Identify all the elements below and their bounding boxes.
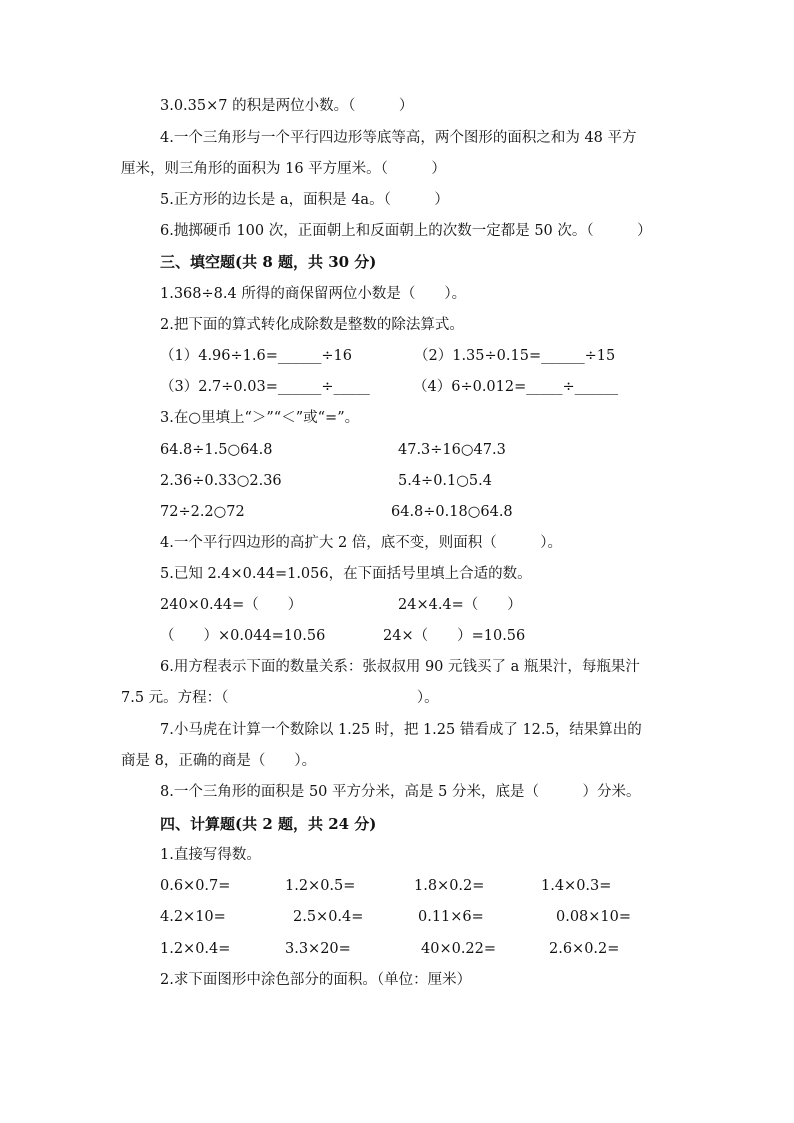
- fill-q8: 8.一个三角形的面积是 50 平方分米，高是 5 分米，底是（ ）分米。: [160, 784, 641, 800]
- fill-q5-r1-left: 240×0.44=（ ）: [160, 597, 303, 613]
- fill-q6-line2: 7.5 元。方程：（ ）。: [121, 690, 439, 706]
- calc-q1: 1.直接写得数。: [160, 847, 261, 863]
- fill-q1: 1.368÷8.4 所得的商保留两位小数是（ ）。: [160, 286, 467, 302]
- calc-item: 0.11×6=: [418, 909, 484, 925]
- fill-q5-r2-left: （ ）×0.044=10.56: [160, 628, 326, 644]
- fill-q2-d: （4）6÷0.012=_____÷______: [413, 379, 619, 395]
- calc-item: 4.2×10=: [160, 909, 226, 925]
- fill-q3-r1-left: 64.8÷1.5○64.8: [160, 442, 273, 458]
- judge-q6: 6.抛掷硬币 100 次，正面朝上和反面朝上的次数一定都是 50 次。（ ）: [160, 223, 652, 239]
- fill-q5: 5.已知 2.4×0.44=1.056，在下面括号里填上合适的数。: [160, 566, 532, 582]
- fill-q7-line1: 7.小马虎在计算一个数除以 1.25 时，把 1.25 错看成了 12.5，结果算出的: [160, 722, 642, 738]
- section3-heading: 三、填空题(共 8 题，共 30 分): [160, 253, 377, 271]
- judge-q3: 3.0.35×7 的积是两位小数。（ ）: [160, 98, 414, 114]
- calc-item: 1.4×0.3=: [541, 878, 612, 894]
- fill-q2-a: （1）4.96÷1.6=______÷16: [160, 348, 352, 364]
- calc-item: 2.5×0.4=: [293, 909, 364, 925]
- judge-q5: 5.正方形的边长是 a，面积是 4a。（ ）: [160, 192, 449, 208]
- calc-item: 1.2×0.5=: [285, 878, 356, 894]
- fill-q5-r2-right: 24×（ ）=10.56: [383, 628, 526, 644]
- fill-q3-r2-right: 5.4÷0.1○5.4: [398, 473, 492, 489]
- calc-item: 2.6×0.2=: [549, 941, 620, 957]
- calc-item: 1.8×0.2=: [414, 878, 485, 894]
- fill-q2-b: （2）1.35÷0.15=______÷15: [414, 348, 616, 364]
- fill-q4: 4.一个平行四边形的高扩大 2 倍，底不变，则面积（ ）。: [160, 535, 563, 551]
- fill-q7-line2: 商是 8，正确的商是（ ）。: [121, 753, 317, 769]
- fill-q2-c: （3）2.7÷0.03=______÷_____: [160, 379, 370, 395]
- fill-q3-r3-left: 72÷2.2○72: [160, 504, 245, 520]
- fill-q3-r3-right: 64.8÷0.18○64.8: [391, 504, 513, 520]
- fill-q3-r2-left: 2.36÷0.33○2.36: [160, 473, 282, 489]
- calc-item: 40×0.22=: [421, 941, 497, 957]
- calc-q2: 2.求下面图形中涂色部分的面积。（单位：厘米）: [160, 972, 472, 988]
- fill-q2: 2.把下面的算式转化成除数是整数的除法算式。: [160, 317, 464, 333]
- calc-item: 0.6×0.7=: [160, 878, 231, 894]
- fill-q3: 3.在○里填上“＞”“＜”或“=”。: [160, 410, 360, 426]
- calc-item: 3.3×20=: [285, 941, 351, 957]
- fill-q3-r1-right: 47.3÷16○47.3: [398, 442, 506, 458]
- fill-q5-r1-right: 24×4.4=（ ）: [398, 597, 522, 613]
- judge-q4-line2: 厘米，则三角形的面积为 16 平方厘米。（ ）: [121, 161, 446, 177]
- section4-heading: 四、计算题(共 2 题，共 24 分): [160, 815, 377, 833]
- fill-q6-line1: 6.用方程表示下面的数量关系：张叔叔用 90 元钱买了 a 瓶果汁，每瓶果汁: [160, 659, 640, 675]
- calc-item: 1.2×0.4=: [160, 941, 231, 957]
- judge-q4-line1: 4.一个三角形与一个平行四边形等底等高，两个图形的面积之和为 48 平方: [160, 130, 637, 146]
- calc-item: 0.08×10=: [556, 909, 632, 925]
